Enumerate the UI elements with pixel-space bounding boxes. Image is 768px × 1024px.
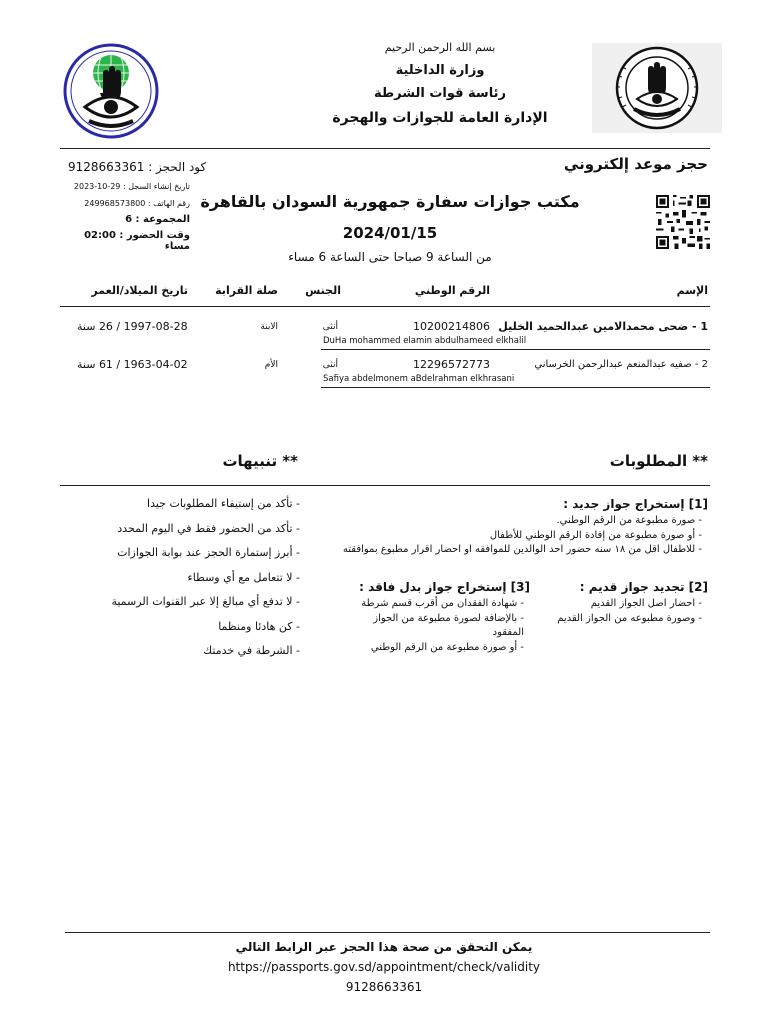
req-new-passport [328, 497, 708, 558]
footer-divider [65, 932, 710, 933]
latin-name: Safiya abdelmonem aBdelrahman elkhrasani [323, 374, 515, 384]
directorate-name: الإدارة العامة للجوازات والهجرة [332, 109, 548, 126]
col-header-name: الإسم [676, 284, 708, 297]
header-divider [60, 148, 710, 149]
dob-age: 1997-08-28 / 26 سنة [77, 320, 188, 333]
national-id: 12296572773 [413, 358, 490, 371]
footer [60, 937, 708, 997]
footer-code: 9128663361 [345, 980, 423, 994]
notes-title: ** تنبيهات [222, 452, 298, 470]
section-divider [60, 485, 710, 486]
notes-list [70, 492, 300, 664]
group-row [60, 214, 190, 225]
person-name: 2 - صفيه عبدالمنعم عبدالرحمن الخرساني [534, 359, 708, 370]
verify-text: يمكن التحقق من صحة هذا الحجز عبر الرابط التالي [235, 940, 533, 954]
req-lost-item: - أو صورة مطبوعة من الرقم الوطني [370, 641, 524, 653]
col-header-national-id: الرقم الوطني [414, 284, 490, 297]
presidency-name: رئاسة قوات الشرطة [374, 86, 506, 101]
table-header-divider [60, 306, 710, 307]
req-lost [340, 580, 530, 655]
phone-row [60, 199, 190, 208]
note-item: - تأكد من الحضور فقط في اليوم المحدد [117, 521, 300, 535]
booking-code [68, 160, 208, 174]
req-lost-item: - بالإضافة لصورة مطبوعة من الجواز المفقود [373, 612, 524, 638]
created-value: 29-10-2023 [73, 182, 121, 191]
col-header-relation: صلة القرابة [215, 284, 278, 297]
created-date-row [60, 182, 190, 191]
group-value: 6 [125, 214, 133, 225]
header-text [240, 40, 640, 129]
booking-title: حجز موعد إلكتروني [563, 155, 708, 173]
note-item: - الشرطة في خدمتك [203, 644, 300, 657]
req-lost-item: - شهادة الفقدان من أقرب قسم شرطة [361, 598, 524, 609]
req-renew-item: - وصورة مطبوعه من الجواز القديم [557, 612, 702, 624]
requirements-title: ** المطلوبات [609, 452, 708, 470]
note-item: - تأكد من إستيفاء المطلوبات جيدا [147, 497, 300, 510]
passports-emblem-icon [63, 43, 159, 139]
attend-value: 02:00 مساء [84, 230, 190, 252]
col-header-gender: الجنس [305, 284, 341, 297]
person-name: 1 - ضحى محمدالامين عبدالحميد الخليل [498, 320, 708, 333]
note-item: - لا تدفع أي مبالغ إلا عبر القنوات الرسمية [111, 595, 300, 608]
phone-value: 249968573800 [84, 199, 146, 208]
req-new-item: - صورة مطبوعة من الرقم الوطني. [556, 515, 702, 526]
row-divider [321, 387, 710, 388]
booking-code-label: كود الحجز : [148, 160, 207, 174]
attend-label: وقت الحضور : [119, 230, 190, 241]
col-header-dob-age: تاريخ الميلاد/العمر [91, 284, 188, 297]
dob-age: 1963-04-02 / 61 سنة [77, 358, 188, 371]
qr-code-icon [654, 195, 712, 249]
verify-link[interactable]: https://passports.gov.sd/appointment/check/validity [227, 960, 541, 974]
req-new-item: - للاطفال اقل من ١٨ سنه حضور احد الوالدين للموافقه او احضار اقرار مطبوع بموافقته [342, 544, 702, 555]
note-item: - لا تتعامل مع أي وسطاء [187, 570, 300, 584]
booking-code-value: 9128663361 [68, 160, 145, 174]
req-renew-item: - احضار اصل الجواز القديم [590, 598, 702, 609]
req-new-heading: [1] إستخراج جواز جديد : [563, 497, 708, 511]
working-hours: من الساعة 9 صباحا حتى الساعة 6 مساء [288, 250, 492, 264]
appointment-date: 2024/01/15 [342, 224, 438, 242]
attend-time-row [60, 230, 190, 252]
created-label: تاريخ إنشاء السجل : [122, 182, 190, 191]
police-emblem [592, 43, 722, 133]
basmala: بسم الله الرحمن الرحيم [384, 41, 496, 54]
ministry-name: وزارة الداخلية [395, 62, 485, 78]
police-emblem-icon [592, 43, 722, 133]
gender: أنثى [322, 322, 338, 332]
row-divider [321, 349, 710, 350]
gender: أنثى [322, 360, 338, 370]
latin-name: DuHa mohammed elamin abdulhameed elkhalil [323, 336, 527, 346]
phone-label: رقم الهاتف : [147, 199, 190, 208]
note-item: - أبرز إستمارة الحجز عند بوابة الجوازات [117, 546, 300, 559]
req-new-item: - أو صورة مطبوعة من إفادة الرقم الوطني للأطفال [489, 529, 702, 541]
group-label: المجموعة : [135, 214, 190, 225]
national-id: 10200214806 [413, 320, 490, 333]
req-lost-heading: [3] إستخراج جواز بدل فاقد : [359, 580, 530, 594]
relation: الأم [264, 360, 278, 370]
note-item: - كن هادئا ومنظما [218, 619, 300, 633]
relation: الابنة [260, 322, 278, 332]
req-renew [538, 580, 708, 626]
req-renew-heading: [2] تجديد جواز قديم : [579, 580, 708, 594]
office-name: مكتب جوازات سفارة جمهورية السودان بالقاهرة [200, 192, 580, 211]
